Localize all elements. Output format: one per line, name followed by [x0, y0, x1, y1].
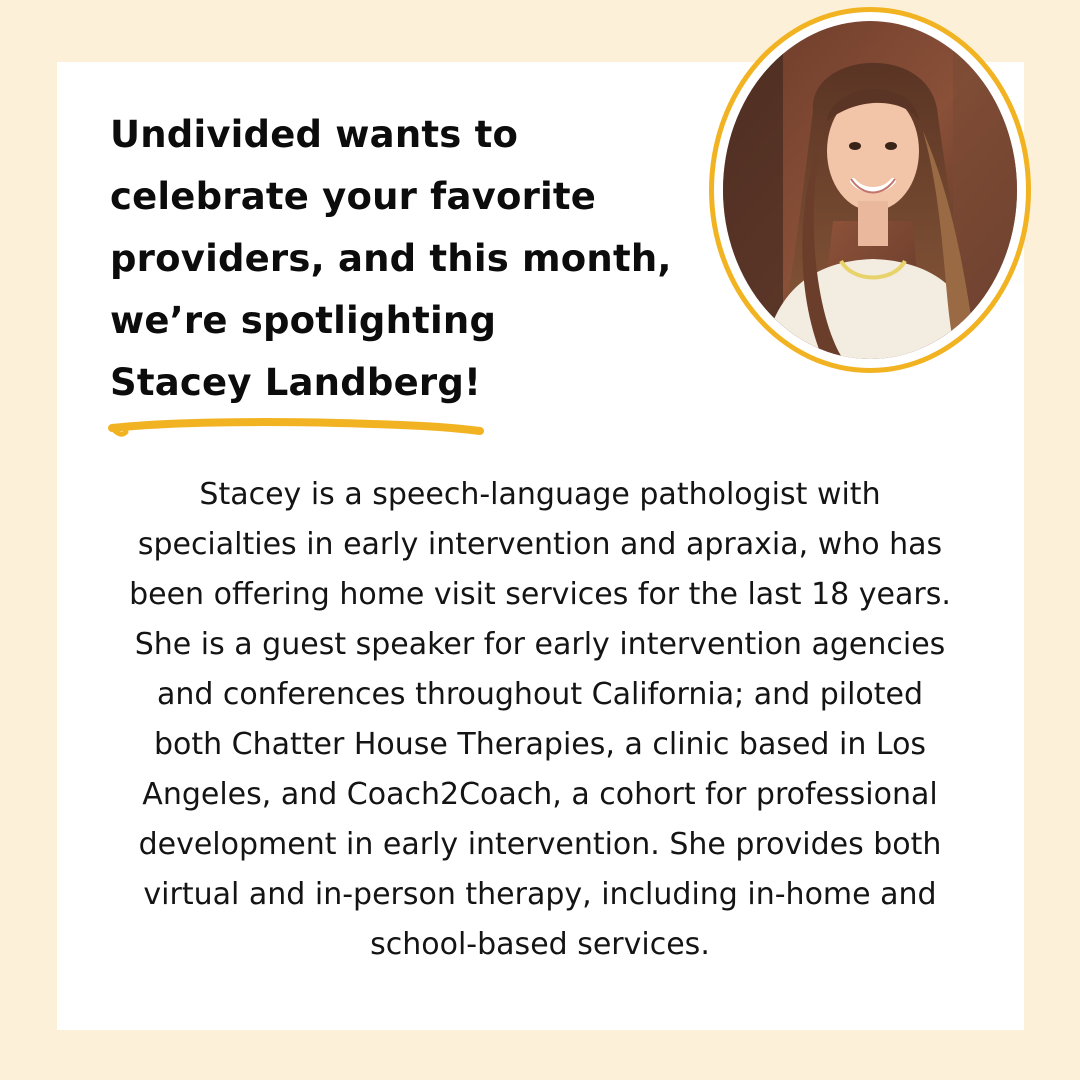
bio-line: Angeles, and Coach2Coach, a cohort for professional [142, 777, 938, 812]
bio-line: school-based services. [370, 927, 710, 962]
headline-line: celebrate your favorite [110, 175, 597, 218]
bio-line: She is a guest speaker for early intervention agencies [134, 627, 946, 662]
profile-photo-frame [709, 7, 1031, 373]
bio-line: both Chatter House Therapies, a clinic based in Los [153, 727, 927, 762]
headline-line: providers, and this month, [110, 237, 672, 280]
bio-line: specialties in early intervention and apraxia, who has [137, 527, 943, 562]
bio-line: been offering home visit services for the last 18 years. [129, 577, 951, 612]
headline-line: Undivided wants to [110, 113, 519, 156]
bio-line: virtual and in-person therapy, including in-home and [143, 877, 937, 912]
headline-line: we’re spotlighting [110, 299, 497, 342]
bio-line: Stacey is a speech-language pathologist with [199, 477, 881, 512]
bio-line: and conferences throughout California; and piloted [156, 677, 924, 712]
provider-bio [92, 470, 988, 970]
profile-photo [723, 21, 1017, 359]
brush-underline [108, 418, 488, 442]
portrait-illustration [723, 21, 1017, 359]
headline [110, 104, 730, 414]
bio-line: development in early intervention. She provides both [138, 827, 942, 862]
headline-line: Stacey Landberg! [110, 361, 482, 404]
